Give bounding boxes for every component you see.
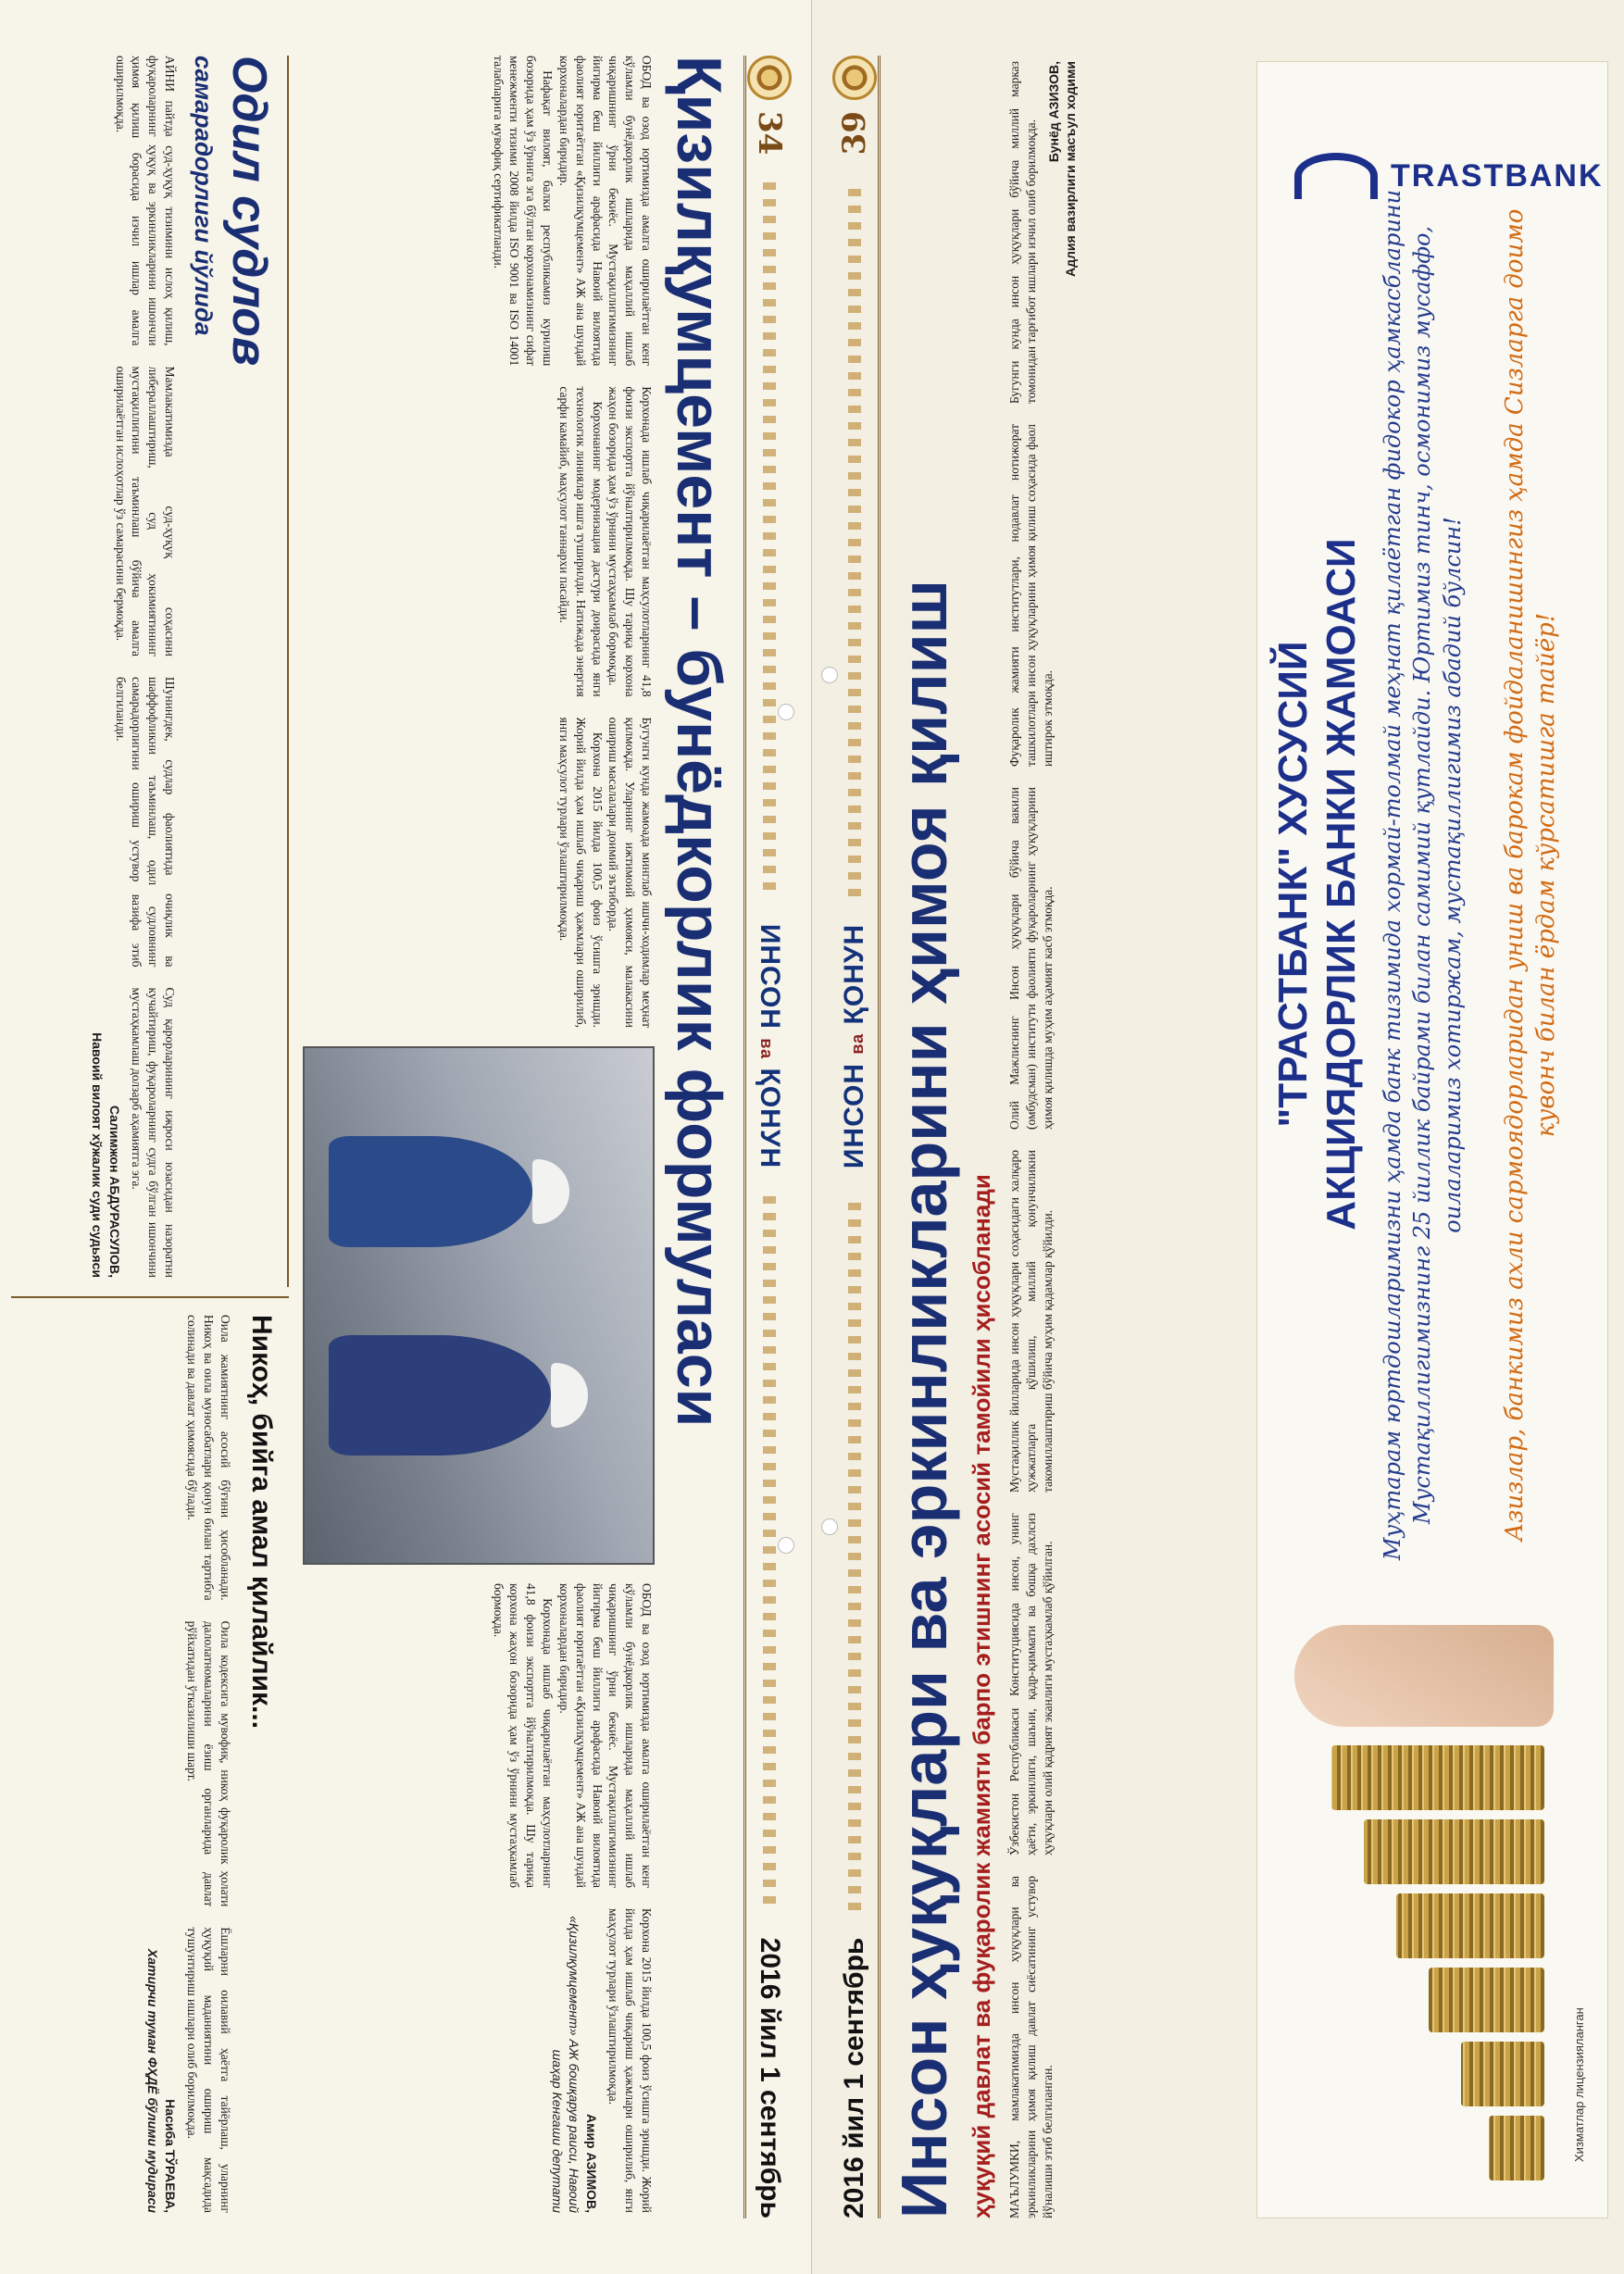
coin-stack (1461, 2042, 1544, 2106)
trastbank-logo: TRASTBANK (1294, 153, 1604, 199)
article-column: МАЪЛУМКИ, мамлакатимизда инсон ҳуқуқлари ва эркинликларини ҳимоя қилиш давлат сиёсатининг устувор йўналиши этиб белгиланган. (1007, 1876, 1055, 2218)
coin-stack (1364, 1819, 1544, 1884)
right-page-content (812, 0, 1624, 2274)
right-article (1006, 61, 1243, 2218)
article-column: Суд қарорларининг ижроси юзасидан назоратни кучайтириш, фуқароларнинг судга бўлган ишончини мустаҳкамлаш долзарб аҳамиятга эга. Салимжон АБДУРАСУЛОВ, Навоий вилоят хўжалик суди судьяси (90, 987, 177, 1278)
article-column: АЙНИ пайтда суд-ҳуқуқ тизимини ислоҳ қилиш, фуқароларнинг ҳуқуқ ва эркинликларини ишончли ҳимоя қилиш борасида изчил ишлар амалга оширилмоқда. (113, 56, 177, 346)
article-column: Оила жамиятнинг асосий бўғини ҳисобланади. Никоҳ ва оила муносабатлари қонун билан тартибга солинади ва давлат ҳимоясида бўлади. (185, 1315, 232, 1601)
coin-stack (1489, 2116, 1544, 2180)
hand-with-coin (1294, 1625, 1554, 1727)
article-column: Ёшларни оилавий ҳаётга тайёрлаш, уларнинг ҳуқуқий маданиятини ошириш мақсадида тушунтириш ишлари олиб борилмоқда. Насиба ТЎРАЕВА, Хатирчи туман ФҲДЁ бўлими мудираси (145, 1927, 232, 2214)
ad-license: Хизматлар лицензияланган (1572, 2007, 1586, 2162)
marriage-article (20, 1315, 233, 2213)
binding-hole (821, 667, 838, 683)
worker-figure (329, 1335, 551, 1456)
marriage-signature: Насиба ТЎРАЕВА, Хатирчи туман ФҲДЁ бўлими мудираси (145, 1948, 178, 2214)
article-column: Мустақиллик йилларида инсон ҳуқуқлари соҳасидаги халқаро ҳужжатларга қўшилиш, миллий қонунчиликни такомиллаштириш бўйича муҳим қадамлар қўйилди. (1007, 1150, 1055, 1493)
box-article (20, 56, 178, 1278)
ornament-strip (764, 182, 777, 896)
left-page-header (743, 56, 793, 2218)
divider (11, 1296, 289, 1298)
coin-stack (1396, 1893, 1544, 1958)
right-subhead: ҳуқуқий давлат ва фуқаролик жамияти барпо этишнинг асосий тамойили ҳисобланади (968, 1174, 995, 2218)
ad-bank-name-2: АКЦИЯДОРЛИК БАНКИ ЖАМОАСИ (1318, 538, 1364, 1231)
box-subhead: самарадорлиги йўлида (190, 56, 218, 336)
binding-hole (778, 704, 794, 720)
box-headline: Одил судлов (222, 56, 276, 367)
interview-signature: Амир АЗИМОВ, «Қизилқумцемент» АЖ бошқарув раиси, Навоий шаҳар Кенгаши депутати (549, 1916, 599, 2213)
binding-hole (778, 1537, 794, 1554)
left-main-article (303, 56, 655, 1028)
coin-stack (1331, 1745, 1544, 1810)
left-article-continued (303, 1583, 655, 2213)
right-date: 2016 йил 1 сентябрь (838, 1937, 869, 2218)
box-signature: Салимжон АБДУРАСУЛОВ, Навоий вилоят хўжалик суди судьяси (90, 1032, 122, 1278)
coin-stack (1429, 1968, 1544, 2032)
binding-hole (821, 1518, 838, 1535)
hard-hat (532, 1159, 569, 1224)
ad-wish: Азизлар, банкимиз ахли сармоядорларидан униш ва барокам фойдаланишингиз ҳамда Сизларга доимо кувонч билан ёрдам кўрсатишга тайёр! (1501, 208, 1560, 1542)
divider (287, 56, 289, 1287)
article-column: Олий Мажлиснинг Инсон ҳуқуқлари бўйича вакили (омбудсман) институти фаолияти фуқароларнинг ҳуқуқларини ҳимоя қилишда муҳим аҳамият касб этмоқда. (1007, 787, 1055, 1130)
article-column: Ўзбекистон Республикаси Конституциясида инсон, унинг ҳаёти, эркинлиги, шаъни, қадр-қиммати ва бошқа дахлсиз ҳуқуқлари олий қадрият эканлиги мустаҳкамлаб қўйилган. (1007, 1513, 1055, 1855)
ornament-strip (764, 1196, 777, 1910)
article-column: Бугунги кунда инсон ҳуқуқлари бўйича миллий марказ томонидан тарғибот ишлари изчил олиб борилмоқда. Бунёд АЗИЗОВ, Адлия вазирлиги масъул ходими (1007, 61, 1079, 404)
article-column: Фуқаролик жамияти институтлари, нодавлат нотижорат ташкилотлари инсон ҳуқуқларини ҳимоя қилиш соҳасида фаол иштирок этмоқда. (1007, 424, 1055, 767)
article-column: Шунингдек, судлар фаолиятида очиқлик ва шаффофликни таъминлаш, одил судловнинг самарадорлигини ошириш устувор вазифа этиб белгиланди. (113, 677, 177, 968)
ornament-strip (848, 1196, 861, 1910)
logo-wave-icon (1294, 153, 1378, 199)
left-brand: ИНСОН ва ҚОНУН (755, 923, 786, 1169)
article-column: Оила кодексига мувофиқ, никоҳ фуқаролик ҳолати далолатномаларини ёзиш органларида давлат рўйхатидан ўтказилиши шарт. (185, 1620, 232, 1907)
trastbank-ad (1256, 61, 1608, 2218)
article-column: Бугунги кунда жамоада минглаб ишчи-ходимлар меҳнат қилмоқда. Уларнинг ижтимоий ҳимояси, малакасини ошириш масалалари доимий эътиборда. Корхона 2015 йилда 100,5 фоиз ўсишга эришди. Жорий йилда ҳам ишлаб чиқариш ҳажмлари оширилиб, янги маҳсулот турлари ўзлаштирилмоқда. (556, 717, 654, 1028)
right-newspaper-page (812, 0, 1624, 2274)
left-date: 2016 йил 1 сентябрь (755, 1937, 786, 2219)
right-brand: ИНСОН ва ҚОНУН (838, 923, 869, 1169)
article-column: ОБОД ва озод юртимизда амалга оширилаётган кенг кўламли бунёдкорлик ишларида маҳаллий ишлаб чиқаришнинг ўрни бекиёс. Мустақиллигимизнинг йигирма беш йиллиги арафасида Навоий вилоятида фаолият юритаётган «Қизилқумцемент» АЖ ана шундай корхоналардан биридир. Корхонада ишлаб чиқарилаётган маҳсулотларнинг 41,8 фоизи экспортга йўналтирилмоқда. Шу тариқа корхона жаҳон бозорида ҳам ўз ўрнини мустаҳкамлаб бормоқда. (491, 1583, 654, 1888)
article-column: ОБОД ва озод юртимизда амалга оширилаётган кенг кўламли бунёдкорлик ишларида маҳаллий ишлаб чиқаришнинг ўрни бекиёс. Мустақиллигимизнинг йигирма беш йиллиги арафасида Навоий вилоятида фаолият юритаётган «Қизилқумцемент» АЖ ана шундай корхоналардан биридир. Нафақат вилоят, балки республикамиз курилиш бозорида ҳам ўз ўрнига эга бўлган корхонамизнинг сифат менежменти тизими 2008 йилда ISO 9001 ва ISO 14001 талабларига мувофиқ сертификатланди. (491, 56, 654, 367)
right-page-header (831, 56, 881, 2218)
worker-figure (329, 1136, 532, 1247)
left-page-number: 34 (748, 56, 793, 155)
ornament-icon (748, 56, 793, 100)
article-column: Мамлакатимизда суд-ҳуқуқ соҳасини либераллаштириш, суд ҳокимиятининг мустақиллигини таъминлаш бўйича амалга оширилаётган ислоҳотлар ўз самарасини бермоқда. (113, 366, 177, 656)
hard-hat (551, 1363, 588, 1428)
ornament-strip (848, 182, 861, 896)
marriage-headline: Никоҳ, бийга амал қилайлик... (246, 1315, 277, 1730)
ad-bank-name: "ТРАСТБАНК" ХУСУСИЙ (1270, 641, 1316, 1128)
ad-message: Муҳтарам юртдошларимизни ҳамда банк тизимида хормай-толмай меҳнат қилаётган фидокор ҳамкасбларини Мустақиллигимизнинг 25 йиллик байрами билан самимий қутлайди. Юртимиз тинч, осмонимиз мусаффо, оилаларимиз хотиржам, мустақиллигимиз абадий бўлсин! (1380, 189, 1466, 1561)
article-column: Корхонада ишлаб чиқарилаётган маҳсулотларнинг 41,8 фоизи экспортга йўналтирилмоқда. Шу тариқа корхона жаҳон бозорида ҳам ўз ўрнини мустаҳкамлаб бормоқда. Корхонанинг модернизация дастури доирасида янги технологик линиялар ишга туширилди. Натижада энергия сарфи камайиб, маҳсулот таннархи пасайди. (556, 386, 654, 697)
right-page-number: 39 (832, 56, 877, 155)
right-signature: Бунёд АЗИЗОВ, Адлия вазирлиги масъул ходими (1045, 61, 1079, 277)
article-column: Корхона 2015 йилда 100,5 фоиз ўсишга эришди. Жорий йилда ҳам ишлаб чиқариш ҳажмлари оширилиб, янги маҳсулот турлари ўзлаштирилмоқда. Амир АЗИМОВ, «Қизилқумцемент» АЖ бошқарув раиси, Навоий шаҳар Кенгаши депутати (549, 1908, 654, 2213)
ornament-icon (832, 56, 877, 100)
workers-photo (303, 1046, 655, 1565)
left-headline: Қизилқумцемент – бунёдкорлик формуласи (664, 56, 734, 1428)
right-headline: Инсон ҳуқуқлари ва эркинликларини ҳимоя қилиш (888, 580, 960, 2218)
